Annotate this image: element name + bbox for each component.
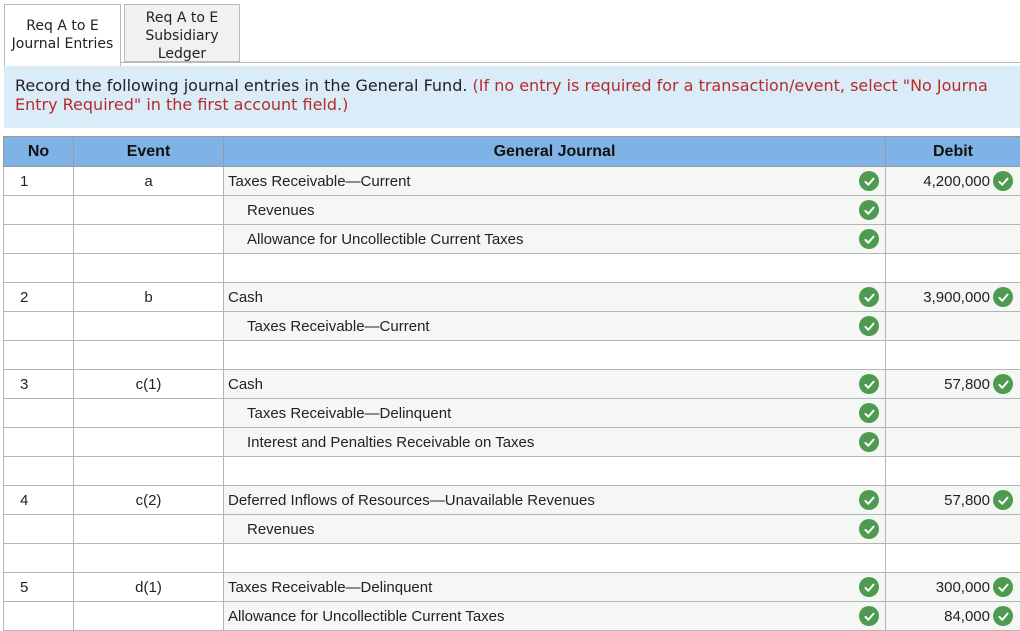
debit-amount: 300,000: [936, 579, 990, 596]
debit-amount: 4,200,000: [923, 173, 990, 190]
journal-rows: [4, 167, 1020, 631]
account-name: Taxes Receivable—Current: [228, 318, 430, 335]
empty-cell: [74, 341, 224, 370]
checkmark-icon: [859, 519, 879, 539]
checkmark-icon: [993, 171, 1013, 191]
instructions-text: Record the following journal entries in the General Fund.: [15, 76, 473, 95]
tab-label-line: Req A to E: [5, 17, 120, 35]
empty-cell: [224, 544, 886, 573]
account-field[interactable]: [224, 399, 886, 428]
account-name: Revenues: [228, 521, 315, 538]
header-event: Event: [74, 137, 224, 167]
instructions-panel: [4, 66, 1020, 128]
event-cell: [74, 225, 224, 254]
debit-field[interactable]: [886, 573, 1020, 602]
entry-number: [4, 196, 74, 225]
entry-number: [4, 225, 74, 254]
spacer-row: [4, 254, 1020, 283]
account-name: Allowance for Uncollectible Current Taxes: [228, 608, 505, 625]
spacer-row: [4, 544, 1020, 573]
debit-amount: 57,800: [944, 492, 990, 509]
debit-field[interactable]: [886, 515, 1020, 544]
event-cell: c(2): [74, 486, 224, 515]
account-field[interactable]: [224, 225, 886, 254]
debit-field[interactable]: [886, 602, 1020, 631]
table-row: [4, 515, 1020, 544]
account-field[interactable]: [224, 370, 886, 399]
table-row: [4, 399, 1020, 428]
checkmark-icon: [859, 287, 879, 307]
debit-field[interactable]: [886, 428, 1020, 457]
tab-divider: [4, 62, 1020, 63]
tab-label-line: Req A to E: [125, 9, 239, 27]
event-cell: b: [74, 283, 224, 312]
account-field[interactable]: [224, 515, 886, 544]
account-field[interactable]: [224, 486, 886, 515]
checkmark-icon: [993, 606, 1013, 626]
account-field[interactable]: [224, 312, 886, 341]
checkmark-icon: [859, 606, 879, 626]
event-cell: a: [74, 167, 224, 196]
tab-label-line: Subsidiary: [125, 27, 239, 45]
table-row: [4, 312, 1020, 341]
debit-field[interactable]: [886, 312, 1020, 341]
spacer-row: [4, 457, 1020, 486]
entry-number: [4, 515, 74, 544]
entry-number: [4, 602, 74, 631]
account-name: Taxes Receivable—Current: [228, 173, 411, 190]
table-row: [4, 196, 1020, 225]
account-name: Revenues: [228, 202, 315, 219]
empty-cell: [886, 544, 1020, 573]
empty-cell: [4, 254, 74, 283]
event-cell: [74, 428, 224, 457]
tab-label-line: Journal Entries: [5, 35, 120, 53]
event-cell: [74, 399, 224, 428]
debit-field[interactable]: [886, 225, 1020, 254]
account-name: Taxes Receivable—Delinquent: [228, 579, 432, 596]
checkmark-icon: [993, 287, 1013, 307]
table-row: [4, 225, 1020, 254]
entry-number: 2: [4, 283, 74, 312]
empty-cell: [4, 341, 74, 370]
debit-field[interactable]: [886, 167, 1020, 196]
empty-cell: [886, 457, 1020, 486]
checkmark-icon: [993, 577, 1013, 597]
tab-label-line: Ledger: [125, 45, 239, 63]
debit-amount: 3,900,000: [923, 289, 990, 306]
event-cell: [74, 515, 224, 544]
empty-cell: [224, 457, 886, 486]
checkmark-icon: [859, 490, 879, 510]
checkmark-icon: [859, 403, 879, 423]
account-field[interactable]: [224, 167, 886, 196]
empty-cell: [224, 254, 886, 283]
debit-amount: 57,800: [944, 376, 990, 393]
account-name: Taxes Receivable—Delinquent: [228, 405, 451, 422]
table-row: [4, 486, 1020, 515]
account-name: Deferred Inflows of Resources—Unavailable Revenues: [228, 492, 595, 509]
table-row: [4, 283, 1020, 312]
table-row: [4, 428, 1020, 457]
entry-number: 4: [4, 486, 74, 515]
checkmark-icon: [859, 374, 879, 394]
empty-cell: [4, 544, 74, 573]
debit-field[interactable]: [886, 486, 1020, 515]
debit-field[interactable]: [886, 196, 1020, 225]
account-field[interactable]: [224, 428, 886, 457]
table-row: [4, 573, 1020, 602]
empty-cell: [74, 254, 224, 283]
checkmark-icon: [859, 316, 879, 336]
empty-cell: [886, 341, 1020, 370]
event-cell: c(1): [74, 370, 224, 399]
entry-number: 5: [4, 573, 74, 602]
debit-field[interactable]: [886, 283, 1020, 312]
general-journal-table: [3, 136, 1020, 631]
account-name: Interest and Penalties Receivable on Taxes: [228, 434, 534, 451]
checkmark-icon: [993, 490, 1013, 510]
tab-journal-entries[interactable]: [4, 4, 121, 66]
account-name: Cash: [228, 289, 263, 306]
event-cell: d(1): [74, 573, 224, 602]
checkmark-icon: [859, 432, 879, 452]
entry-number: 3: [4, 370, 74, 399]
account-field[interactable]: [224, 283, 886, 312]
account-name: Allowance for Uncollectible Current Taxes: [228, 231, 524, 248]
event-cell: [74, 196, 224, 225]
empty-cell: [74, 457, 224, 486]
checkmark-icon: [859, 200, 879, 220]
event-cell: [74, 312, 224, 341]
tab-bar: [4, 4, 1020, 66]
checkmark-icon: [859, 577, 879, 597]
header-no: No: [4, 137, 74, 167]
checkmark-icon: [859, 229, 879, 249]
debit-field[interactable]: [886, 370, 1020, 399]
entry-number: 1: [4, 167, 74, 196]
table-header-row: [4, 137, 1020, 167]
entry-number: [4, 428, 74, 457]
account-field[interactable]: [224, 573, 886, 602]
event-cell: [74, 602, 224, 631]
empty-cell: [4, 457, 74, 486]
spacer-row: [4, 341, 1020, 370]
tab-subsidiary-ledger[interactable]: [124, 4, 240, 62]
debit-amount: 84,000: [944, 608, 990, 625]
empty-cell: [74, 544, 224, 573]
instructions-note-continued: Entry Required" in the first account field.): [15, 95, 1020, 114]
entry-number: [4, 399, 74, 428]
empty-cell: [886, 254, 1020, 283]
debit-field[interactable]: [886, 399, 1020, 428]
entry-number: [4, 312, 74, 341]
checkmark-icon: [859, 171, 879, 191]
header-debit: Debit: [886, 137, 1020, 167]
account-name: Cash: [228, 376, 263, 393]
checkmark-icon: [993, 374, 1013, 394]
account-field[interactable]: [224, 602, 886, 631]
empty-cell: [224, 341, 886, 370]
account-field[interactable]: [224, 196, 886, 225]
instructions-note: (If no entry is required for a transaction/event, select "No Journa: [473, 76, 988, 95]
table-row: [4, 370, 1020, 399]
table-row: [4, 167, 1020, 196]
header-general-journal: General Journal: [224, 137, 886, 167]
table-row: [4, 602, 1020, 631]
